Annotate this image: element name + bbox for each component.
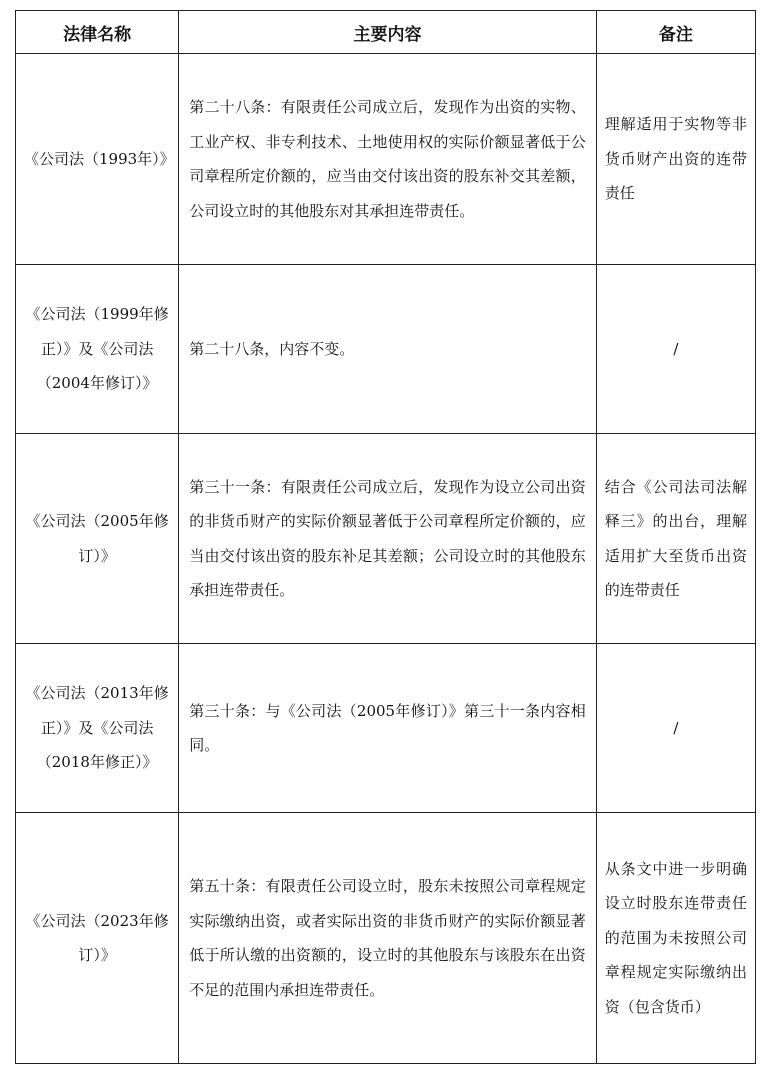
header-main-content: 主要内容 bbox=[179, 11, 597, 54]
table-row bbox=[16, 265, 756, 434]
law-comparison-table bbox=[15, 10, 756, 1064]
table-row bbox=[16, 644, 756, 813]
header-note: 备注 bbox=[596, 11, 755, 54]
table-row bbox=[16, 54, 756, 265]
note-cell: 从条文中进一步明确设立时股东连带责任的范围为未按照公司章程规定实际缴纳出资（包含货币） bbox=[596, 813, 755, 1064]
content-cell: 第二十八条：有限责任公司成立后，发现作为出资的实物、工业产权、非专利技术、土地使用权的实际价额显著低于公司章程所定价额的，应当由交付该出资的股东补交其差额，公司设立时的其他股东对其承担连带责任。 bbox=[179, 54, 597, 265]
content-cell: 第三十条：与《公司法（2005年修订）》第三十一条内容相同。 bbox=[179, 644, 597, 813]
content-cell: 第五十条：有限责任公司设立时，股东未按照公司章程规定实际缴纳出资，或者实际出资的非货币财产的实际价额显著低于所认缴的出资额的，设立时的其他股东与该股东在出资不足的范围内承担连带责任。 bbox=[179, 813, 597, 1064]
law-name-cell: 《公司法（2013年修正）》及《公司法（2018年修正）》 bbox=[16, 644, 179, 813]
note-cell: 理解适用于实物等非货币财产出资的连带责任 bbox=[596, 54, 755, 265]
note-cell: 结合《公司法司法解释三》的出台，理解适用扩大至货币出资的连带责任 bbox=[596, 434, 755, 644]
header-law-name: 法律名称 bbox=[16, 11, 179, 54]
law-name-cell: 《公司法（2005年修订）》 bbox=[16, 434, 179, 644]
law-name-cell: 《公司法（1993年）》 bbox=[16, 54, 179, 265]
table-row bbox=[16, 813, 756, 1064]
law-name-cell: 《公司法（2023年修订）》 bbox=[16, 813, 179, 1064]
law-name-cell: 《公司法（1999年修正）》及《公司法（2004年修订）》 bbox=[16, 265, 179, 434]
note-cell: / bbox=[596, 265, 755, 434]
note-cell: / bbox=[596, 644, 755, 813]
content-cell: 第三十一条：有限责任公司成立后，发现作为设立公司出资的非货币财产的实际价额显著低于公司章程所定价额的，应当由交付该出资的股东补足其差额；公司设立时的其他股东承担连带责任。 bbox=[179, 434, 597, 644]
table-header-row bbox=[16, 11, 756, 54]
content-cell: 第二十八条，内容不变。 bbox=[179, 265, 597, 434]
table-row bbox=[16, 434, 756, 644]
